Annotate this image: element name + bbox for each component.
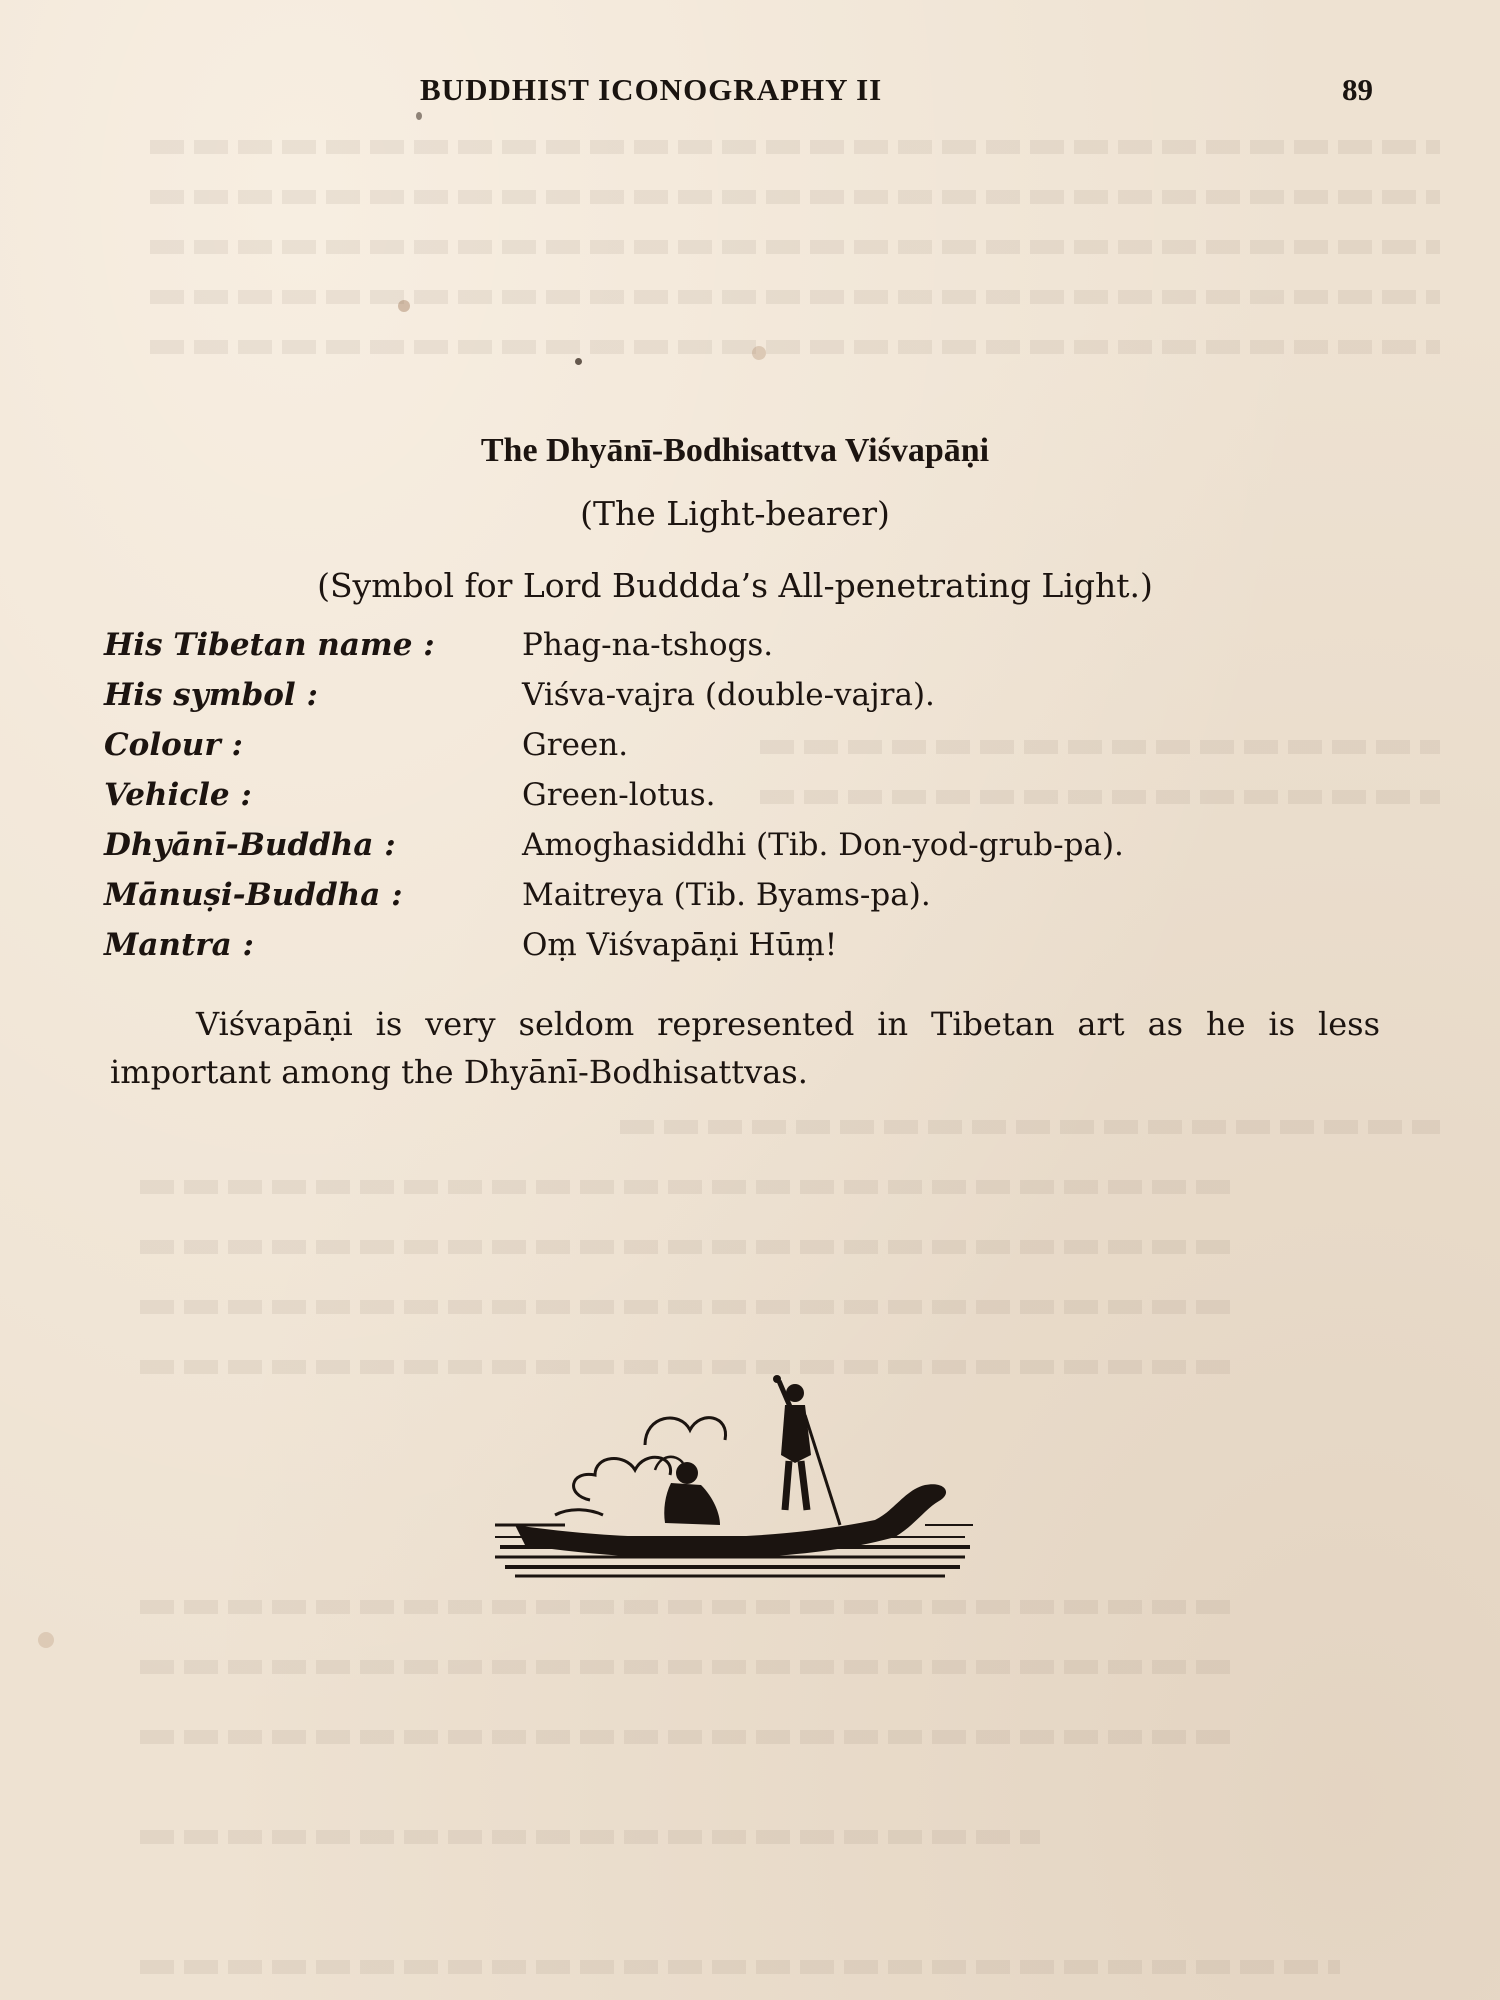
show-through-line bbox=[140, 1960, 1340, 1974]
attribute-list bbox=[104, 627, 1404, 977]
foxing-spot bbox=[752, 346, 766, 360]
attribute-row bbox=[104, 727, 1404, 777]
foxing-spot bbox=[398, 300, 410, 312]
attribute-label: Mantra : bbox=[104, 927, 254, 963]
show-through-line bbox=[140, 1360, 1240, 1374]
show-through-line bbox=[140, 1180, 1240, 1194]
body-paragraph: Viśvapāṇi is very seldom represented in Tibetan art as he is less important among the Dhyānī-Bodhisattvas. bbox=[110, 1005, 1380, 1091]
show-through-line bbox=[150, 290, 1440, 304]
attribute-value: Amoghasiddhi (Tib. Don-yod-grub-pa). bbox=[522, 827, 1124, 863]
attribute-value: Maitreya (Tib. Byams-pa). bbox=[522, 877, 931, 913]
attribute-label: Dhyānī-Buddha : bbox=[104, 827, 396, 863]
attribute-row bbox=[104, 677, 1404, 727]
attribute-row bbox=[104, 877, 1404, 927]
show-through-line bbox=[140, 1300, 1240, 1314]
attribute-value: Phag-na-tshogs. bbox=[522, 627, 774, 663]
attribute-value: Green-lotus. bbox=[522, 777, 716, 813]
attribute-label: His Tibetan name : bbox=[104, 627, 435, 663]
attribute-row bbox=[104, 927, 1404, 977]
show-through-line bbox=[150, 240, 1440, 254]
attribute-row bbox=[104, 627, 1404, 677]
attribute-row bbox=[104, 827, 1404, 877]
show-through-line bbox=[150, 190, 1440, 204]
attribute-value: Viśva-vajra (double-vajra). bbox=[522, 677, 935, 713]
show-through-line bbox=[620, 1120, 1440, 1134]
show-through-line bbox=[150, 340, 1440, 354]
symbol-note: (Symbol for Lord Buddda’s All-penetrating Light.) bbox=[317, 566, 1153, 605]
foxing-spot bbox=[38, 1632, 54, 1648]
show-through-line bbox=[140, 1830, 1040, 1844]
attribute-label: Mānuṣi-Buddha : bbox=[104, 877, 403, 913]
attribute-value: Oṃ Viśvapāṇi Hūṃ! bbox=[522, 927, 838, 963]
foxing-spot bbox=[575, 358, 582, 365]
running-head: BUDDHIST ICONOGRAPHY II bbox=[420, 72, 883, 107]
foxing-spot bbox=[416, 112, 422, 120]
attribute-value: Green. bbox=[522, 727, 629, 763]
attribute-label: His symbol : bbox=[104, 677, 318, 713]
section-subtitle: (The Light-bearer) bbox=[580, 494, 890, 533]
show-through-line bbox=[140, 1240, 1240, 1254]
show-through-line bbox=[150, 140, 1440, 154]
boat-vignette-illustration bbox=[495, 1375, 975, 1585]
section-title: The Dhyānī-Bodhisattva Viśvapāṇi bbox=[480, 432, 990, 469]
show-through-line bbox=[140, 1730, 1240, 1744]
attribute-label: Colour : bbox=[104, 727, 243, 763]
page-number: 89 bbox=[1342, 72, 1373, 107]
attribute-row bbox=[104, 777, 1404, 827]
show-through-line bbox=[140, 1600, 1240, 1614]
attribute-label: Vehicle : bbox=[104, 777, 252, 813]
show-through-line bbox=[140, 1660, 1240, 1674]
